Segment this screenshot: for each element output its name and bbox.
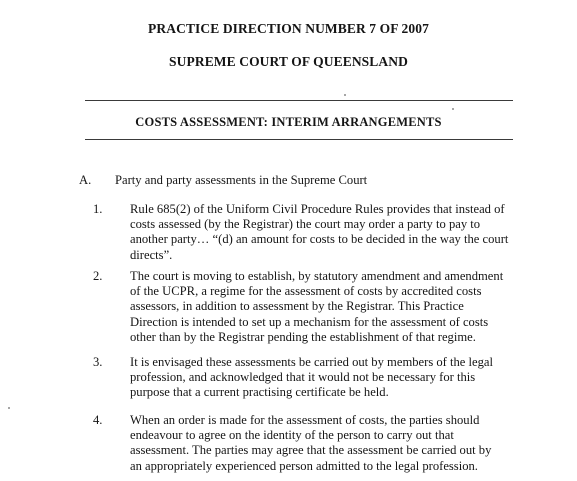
paragraph-line: costs assessed (by the Registrar) the court may order a party to pay to [130,217,481,232]
bottom-divider [85,139,513,140]
paragraph-line: profession, and acknowledged that it would not be necessary for this [130,370,476,385]
paragraph-text [130,413,510,474]
paragraph-line: assessment. The parties may agree that the assessment be carried out by [130,443,492,458]
court-name: SUPREME COURT OF QUEENSLAND [169,54,408,69]
paragraph-text [130,202,510,263]
paragraph-line: purpose that a current practising certificate be held. [130,385,389,400]
paragraph-line: Rule 685(2) of the Uniform Civil Procedure Rules provides that instead of [130,202,505,216]
scan-speck [8,407,10,409]
paragraph-line: endeavour to agree on the identity of the person to carry out that [130,428,454,443]
paragraph-line: other than by the Registrar pending the establishment of that regime. [130,329,476,344]
document-subtitle: COSTS ASSESSMENT: INTERIM ARRANGEMENTS [135,115,442,129]
paragraph-line: It is envisaged these assessments be carried out by members of the legal [130,355,494,369]
section-title: Party and party assessments in the Supreme Court [115,173,368,187]
paragraph-line: another party… “(d) an amount for costs to be decided in the way the court [130,232,509,247]
paragraph-line: When an order is made for the assessment of costs, the parties should [130,413,480,427]
top-divider [85,100,513,101]
paragraph-text [130,355,510,401]
scan-speck [452,108,454,110]
document-title: PRACTICE DIRECTION NUMBER 7 OF 2007 [148,21,429,36]
paragraph-text [130,269,510,345]
paragraph-line: directs”. [130,247,173,262]
paragraph-line: an appropriately experienced person admitted to the legal profession. [130,458,478,473]
paragraph-number: 4. [93,413,103,427]
paragraph-number: 1. [93,202,103,216]
paragraph-line: of the UCPR, a regime for the assessment of costs by accredited costs [130,284,482,299]
paragraph-number: 2. [93,269,103,283]
paragraph-line: assessors, in addition to assessment by the Registrar. This Practice [130,299,464,314]
section-letter: A. [79,173,92,187]
paragraph-line: The court is moving to establish, by statutory amendment and amendment [130,269,504,283]
paragraph-number: 3. [93,355,103,369]
paragraph-line: Direction is intended to set up a mechanism for the assessment of costs [130,314,489,329]
scan-speck [344,94,346,96]
